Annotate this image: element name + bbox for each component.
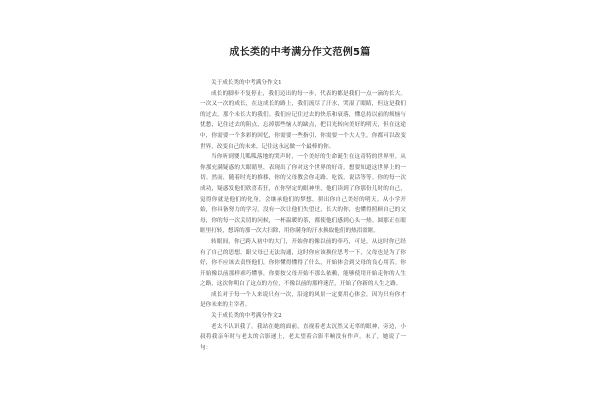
paragraph: 成长的脚步不复停止，我们迈出的每一步，代表的都是我们一点一滴的长大。一次又一次的成长，在这成长的路上，我们流尽了汗水，哭湿了眼睛，但这是我们的过去，那个未长大的我们。我们应记住过去的快乐和衰落，懂总持以前的烦恼与忧愁，记住过去的阻点，忘掉那些恼人的缺点，把目光转向美好的明天，但在这途中，你需要一个多彩的回忆，你需要一些指引，你需要一个大人生。你都可以改变世界，改变自己的未来，记住这永远做一个最棒的你。 (200, 90, 406, 150)
section-heading: 关于成长类的中考满分作文1 (211, 80, 282, 86)
document-title: 成长类的中考满分作文范例5篇 (229, 47, 371, 58)
document-body (200, 78, 406, 353)
paragraph: 老太不认识我了。我站在她的面前，直视着老太沉然又无辜的眼神，旁边，小叔将我亲年时与老太的合影递上，老太望着合影半晌没有作声。末了，她说了一句： (200, 323, 406, 351)
section-heading: 关于成长类的中考满分作文2 (211, 313, 282, 320)
paragraph: 成长对于每一个人来说只有一次，沿途的风景一定要用心体会，因为只有你才是你未来的主宰者。 (200, 291, 406, 309)
paragraph: 当你听到婴儿呱呱落地的哭声时，一个美好的生命诞生在这奇特的世界里。从你那充满疑惑的大眼睛里，表现出了你对这个世界的好奇，想要知道这世界上的一切。然而，随着时光的推移，你的父母教会你走路、吃饭、说话等等。你的每一次成功，疑惑发他们欣喜若狂，在你坚定的眼神里，他们读到了你那份儿时的自己，觉得你就是他们的化身，会继承他们的梦想，拼出你自己美好的明天。从小学开始，你具备努力的学习，没有一次让他们失望过，长大的你，也懂得照顾自己的父母，你的每一次关切的问候，一杯温暖的茶，都使他们感到心头一热。圆那正在眼眶里打转，想诉的那一次大扫除，用你满身的汗水换取他们的热泪盈眶。 (200, 154, 406, 235)
paragraph: 转眼间，你已跨入初中的大门，开始你的像以前的牵巧，可是，从这时你已经有了自己的思想，跟父母已无法沟通，这时你应该换位思考一下，父母也是为了你好，你不应该去责怪他们，你你懂得懂得了什么，开始体会到父母的良心用苦。你开始像以前那样乖巧懂事，你要按父母开始不那么依赖，能够使用开始走你的人生之路，这次你明白了这点的方位，不像以前的那样迷茫，开始了你新的人生之路。 (200, 238, 406, 288)
